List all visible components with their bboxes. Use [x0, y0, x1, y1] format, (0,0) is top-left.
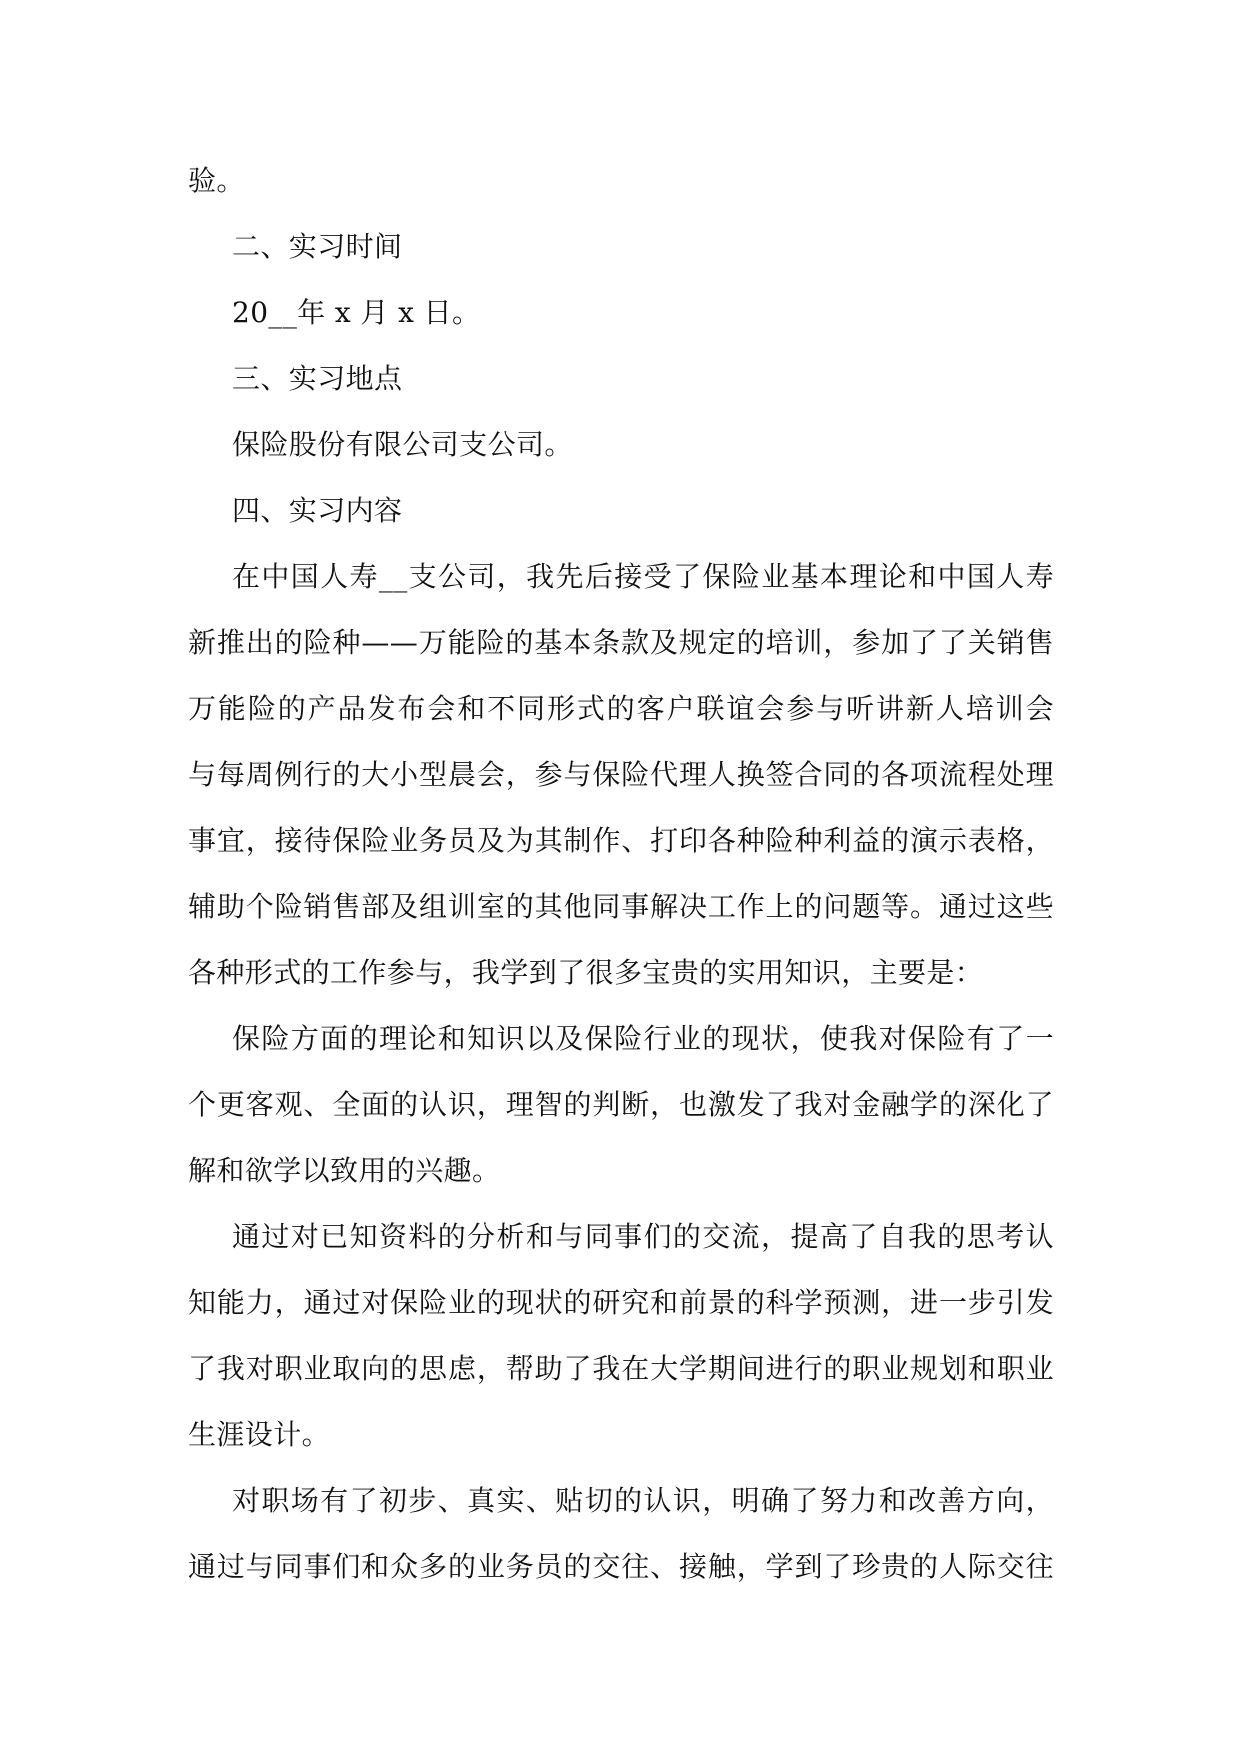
text-line: 通过对已知资料的分析和与同事们的交流，提高了自我的思考认 — [232, 1220, 1054, 1253]
text-line: 解和欲学以致用的兴趣。 — [188, 1154, 501, 1187]
text-line: 新推出的险种——万能险的基本条款及规定的培训，参加了了关销售 — [188, 626, 1054, 659]
text-line: 知能力，通过对保险业的现状的研究和前景的科学预测，进一步引发 — [188, 1286, 1054, 1319]
text-line: 在中国人寿__支公司，我先后接受了保险业基本理论和中国人寿 — [232, 560, 1054, 593]
text-line: 二、实习时间 — [232, 230, 403, 263]
text-line: 通过与同事们和众多的业务员的交往、接触，学到了珍贵的人际交往 — [188, 1550, 1054, 1583]
text-line: 了我对职业取向的思虑，帮助了我在大学期间进行的职业规划和职业 — [188, 1352, 1054, 1385]
text-line: 生涯设计。 — [188, 1418, 331, 1451]
text-line: 万能险的产品发布会和不同形式的客户联谊会参与听讲新人培训会 — [188, 692, 1054, 725]
text-line: 各种形式的工作参与，我学到了很多宝贵的实用知识，主要是： — [188, 956, 984, 989]
text-line: 对职场有了初步、真实、贴切的认识，明确了努力和改善方向， — [232, 1484, 1054, 1517]
text-line: 验。 — [188, 164, 245, 197]
text-line: 保险股份有限公司支公司。 — [232, 428, 573, 461]
text-line: 与每周例行的大小型晨会，参与保险代理人换签合同的各项流程处理 — [188, 758, 1054, 791]
text-line: 保险方面的理论和知识以及保险行业的现状，使我对保险有了一 — [232, 1022, 1054, 1055]
text-line: 20__年 x 月 x 日。 — [232, 296, 481, 329]
text-line: 个更客观、全面的认识，理智的判断，也激发了我对金融学的深化了 — [188, 1088, 1054, 1121]
text-line: 三、实习地点 — [232, 362, 403, 395]
text-line: 辅助个险销售部及组训室的其他同事解决工作上的问题等。通过这些 — [188, 890, 1054, 923]
document-body — [188, 148, 1054, 1600]
text-line: 事宜，接待保险业务员及为其制作、打印各种险种利益的演示表格， — [188, 824, 1054, 857]
text-line: 四、实习内容 — [232, 494, 403, 527]
